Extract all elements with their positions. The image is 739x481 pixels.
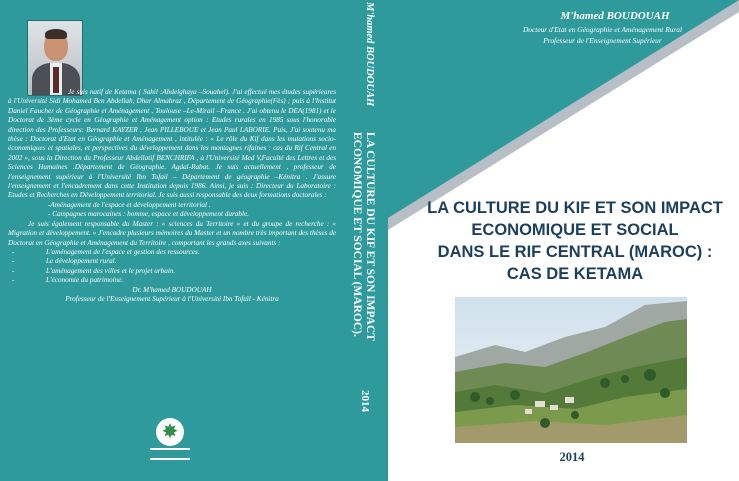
formation-item: -Aménagement de l'espace et développement territorial . xyxy=(48,200,211,209)
master-paragraph: Je suis également responsable du Master : « sciences du Territoire » et du groupe de recherche : « Migration et développement. » J'encadre plusieurs mémoires du Master et un nombre très important des thèses de Doctorat en Géographie et Aménagement du Territoire , comportant les grands axes suivants : xyxy=(8,219,336,247)
spine-author: M'hamed BOUDOUAH xyxy=(364,2,375,107)
publisher-star-logo-icon: ✸ xyxy=(150,418,190,464)
author-portrait-icon xyxy=(27,20,83,96)
spine-title-line1: LA CULTURE DU KIF ET SON IMPACT xyxy=(364,132,376,341)
book-title xyxy=(420,197,730,285)
formation-item: - Campagnes marocaines : homme, espace et développement durable. xyxy=(48,210,249,219)
axis-item: - L'économie du patrimoine. xyxy=(8,276,336,285)
title-line: LA CULTURE DU KIF ET SON IMPACT xyxy=(427,199,723,217)
spine-title xyxy=(350,132,376,341)
signature-name: Dr. M'hamed BOUDOUAH xyxy=(132,285,212,294)
spine-title-line2: ECONOMIQUE ET SOCIAL (MAROC). xyxy=(351,132,363,337)
author-biography xyxy=(8,88,336,304)
front-year: 2014 xyxy=(559,450,585,464)
axis-item: - L'aménagement de l'espace et gestion des ressources. xyxy=(8,248,336,257)
axis-item: - L'aménagement des villes et le projet urbain. xyxy=(8,267,336,276)
title-line: CAS DE KETAMA xyxy=(506,265,644,283)
back-cover xyxy=(0,0,340,481)
title-line: DANS LE RIF CENTRAL (MAROC) : xyxy=(437,243,713,261)
spine-year: 2014 xyxy=(359,390,371,412)
axis-item: - Le développement rural. xyxy=(8,257,336,266)
book-spine xyxy=(344,0,388,481)
bio-paragraph: Je suis natif de Ketama ( Sahil :Abdelghaya –Souahel). J'ai effectué mes études supérieures à l'Université Sidi Mohamed Ben Abdellah, Dhar Almahraz , Département de Géographie(Fès) ; puis à l'Institut Daniel Faucher de Géographie et Aménagement , Toulouse –Le-Mirail –France . J'ai obtenu le DEA(1981) et le Doctorat de 3ème cycle en Géographie et Aménagement option : Etudes rurales en 1985 sous l'honorable direction des Professeurs: Bernard KAYZER , Jean PILLEBOUE et Jean Paul LABORIE. Puis, J'ai soutenu ma thèse : Doctorat d'Etat en Géographie et Aménagement , intitulée : « Le rôle du Kif dans les mutations socio-économiques et spatiales, et perspectives du développement dans les montagnes rifaines : cas du Rif Central en 2002 », sous la Direction du Professeur Abdellatif BENCHRIFA , à l'Université Med V,Faculté des Lettres et des Sciences Humaines .Département de Géographie. Agdal-Rabat. Je suis actuellement , professeur de l'enseignement supérieur à l'Université Ibn Tofail – Département de géographie –Kénitra . J'assure l'enseignement et l'encadrement dans cette Institution depuis 1986. Ainsi, je suis : Directeur du Laboratoire : Etudes et Recherches en Développement territorial. Je suis aussi responsable des deux formations doctorales : xyxy=(8,88,336,200)
front-author: M'hamed BOUDOUAH xyxy=(560,10,670,22)
affiliation-line1: Docteur d'Etat en Géographie et Aménagement Rural xyxy=(522,25,683,34)
rif-mountain-landscape-icon xyxy=(455,297,687,443)
title-line: ECONOMIQUE ET SOCIAL xyxy=(471,221,679,239)
signature-title: Professeur de l'Enseignement Supérieur à l'Université Ibn Tofaïl - Kénitra xyxy=(65,294,279,303)
affiliation-line2: Professeur de l'Enseignement Supérieur xyxy=(543,36,662,45)
